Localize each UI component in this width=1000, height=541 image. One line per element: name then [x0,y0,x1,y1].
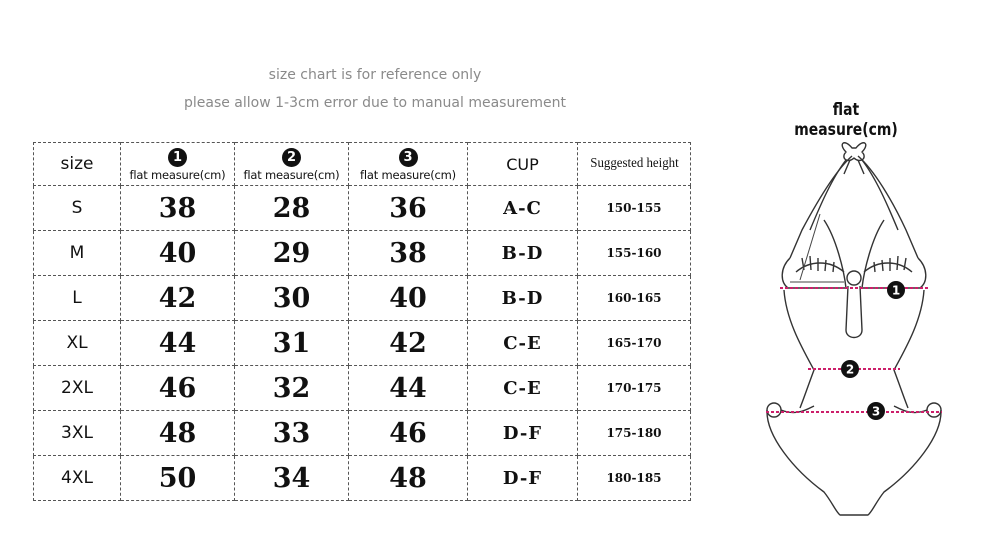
cell-height: 160-165 [578,276,691,321]
marker-1-icon: 1 [168,148,187,167]
measure-guides [790,214,844,282]
table-row [34,456,691,501]
cell-size: S [34,186,121,231]
reference-note: size chart is for reference only [268,67,482,83]
marker-1 [887,281,905,299]
header-size: size [34,143,121,186]
table-row [34,366,691,411]
marker-3 [867,402,885,420]
cell-cup: B-D [468,231,578,276]
table-row [34,321,691,366]
cell-height: 175-180 [578,411,691,456]
cell-height: 170-175 [578,366,691,411]
cell-height: 180-185 [578,456,691,501]
header-measure-1-label: flat measure(cm) [129,168,226,182]
measurement-lines [766,288,942,412]
cell-size: 2XL [34,366,121,411]
swimsuit-diagram [740,130,980,525]
cell-measure-3: 36 [349,186,468,231]
cell-measure-2: 30 [235,276,349,321]
swimsuit-outline-icon [767,143,941,515]
cell-cup: D-F [468,411,578,456]
cell-cup: B-D [468,276,578,321]
cell-size: XL [34,321,121,366]
svg-text:3: 3 [871,404,881,419]
table-row [34,276,691,321]
svg-text:2: 2 [845,362,855,377]
cell-size: 3XL [34,411,121,456]
marker-2 [841,360,859,378]
header-measure-3-label: flat measure(cm) [360,168,456,182]
table-header-row [34,143,691,186]
cell-size: M [34,231,121,276]
cell-cup: C-E [468,321,578,366]
table-row [34,186,691,231]
cell-measure-1: 48 [121,411,235,456]
cell-measure-3: 40 [349,276,468,321]
cell-measure-2: 31 [235,321,349,366]
cell-measure-2: 34 [235,456,349,501]
header-measure-2-label: flat measure(cm) [243,168,340,182]
header-measure-1 [121,143,235,186]
cell-measure-3: 42 [349,321,468,366]
cell-measure-2: 33 [235,411,349,456]
diagram-title: flat measure(cm) [794,100,898,140]
cell-size: L [34,276,121,321]
header-measure-2 [235,143,349,186]
cell-measure-1: 46 [121,366,235,411]
cell-measure-3: 48 [349,456,468,501]
cell-measure-1: 50 [121,456,235,501]
cell-measure-3: 38 [349,231,468,276]
cell-measure-2: 32 [235,366,349,411]
header-cup: CUP [468,143,578,186]
cell-height: 155-160 [578,231,691,276]
cell-height: 150-155 [578,186,691,231]
marker-3-icon: 3 [399,148,418,167]
table-row [34,231,691,276]
cell-height: 165-170 [578,321,691,366]
table-row [34,411,691,456]
cell-measure-1: 44 [121,321,235,366]
size-chart-table [33,142,691,501]
header-measure-3 [349,143,468,186]
cell-measure-3: 44 [349,366,468,411]
cell-size: 4XL [34,456,121,501]
cell-cup: C-E [468,366,578,411]
cell-measure-1: 38 [121,186,235,231]
cell-measure-1: 42 [121,276,235,321]
header-suggested-height: Suggested height [582,143,686,186]
cell-measure-1: 40 [121,231,235,276]
cell-cup: A-C [468,186,578,231]
cell-measure-2: 28 [235,186,349,231]
svg-text:1: 1 [891,283,901,298]
cell-measure-3: 46 [349,411,468,456]
error-note: please allow 1-3cm error due to manual measurement [183,95,567,111]
cell-measure-2: 29 [235,231,349,276]
cell-cup: D-F [468,456,578,501]
marker-2-icon: 2 [282,148,301,167]
